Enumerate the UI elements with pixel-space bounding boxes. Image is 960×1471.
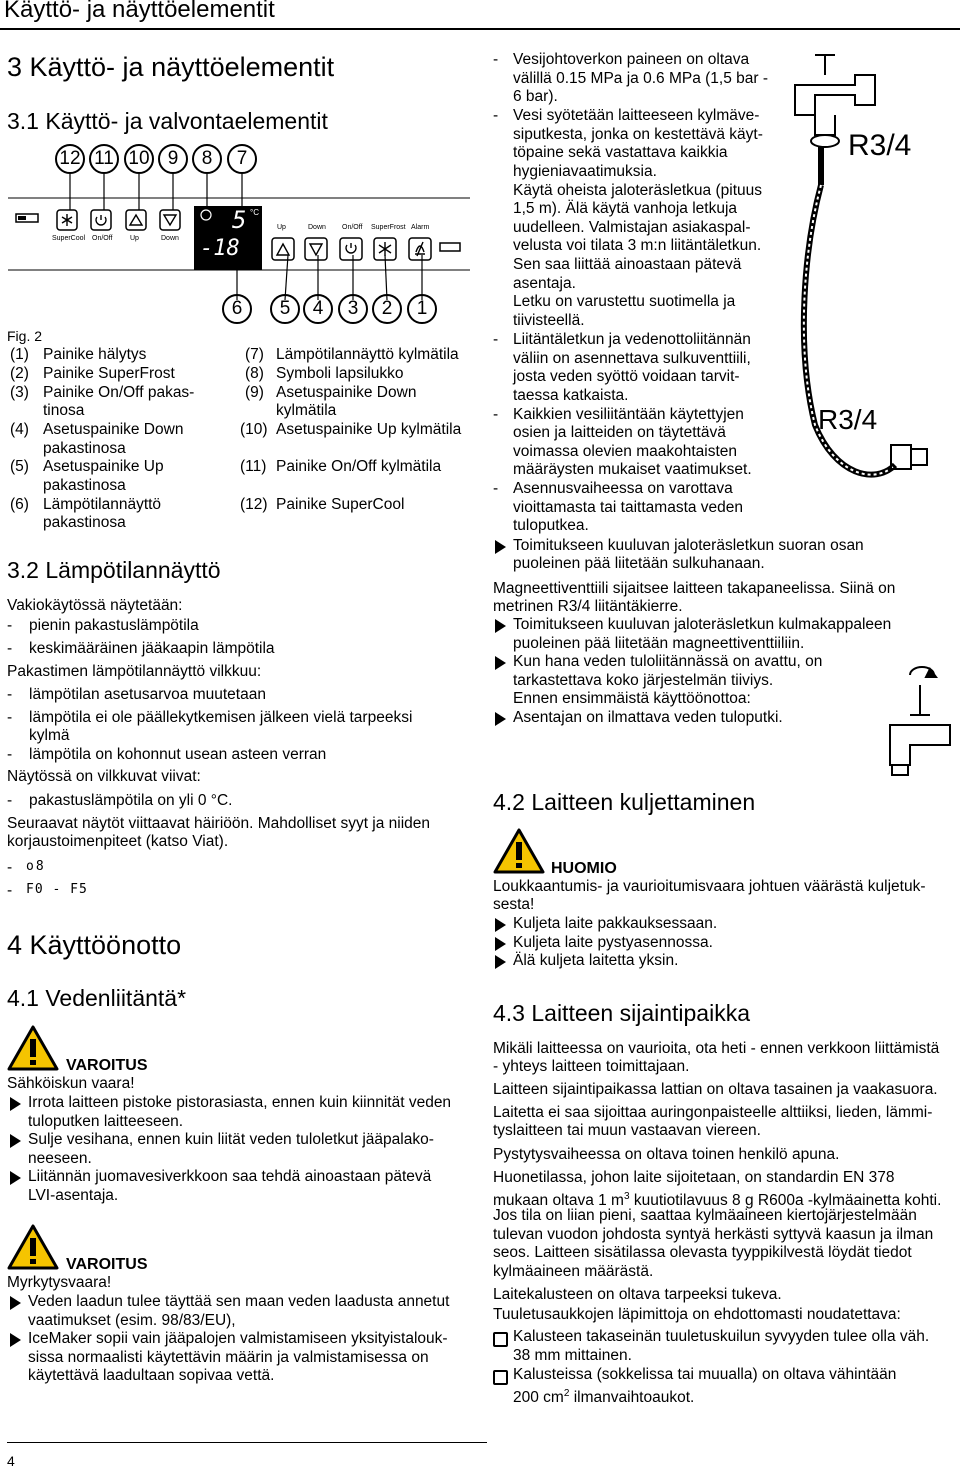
list-item: pakastuslämpötila on yli 0 °C. xyxy=(29,792,233,809)
panel-label-supercool: SuperCool xyxy=(52,235,86,242)
legend-text: Asetuspainike Up kylmätila xyxy=(276,421,462,438)
legend-text: Asetuspainike Down xyxy=(276,384,417,401)
req-item-cont: määräysten mukaiset vaatimukset. xyxy=(513,461,752,478)
bullet-arrow-icon xyxy=(495,540,506,554)
bullet-arrow-icon xyxy=(495,955,506,969)
instruction: Kuljeta laite pystyasennossa. xyxy=(513,934,713,951)
page-number: 4 xyxy=(7,1453,15,1469)
check-item: Kalusteissa (sokkelissa tai muualla) on oltava vähintään xyxy=(513,1366,897,1383)
dash: - xyxy=(493,51,499,68)
paragraph: Laitteen sijaintipaikassa lattian on oltava tasainen ja vaakasuora. xyxy=(493,1081,938,1098)
req-item: Vesijohtoverkon paineen on oltava xyxy=(513,51,750,68)
bullet-arrow-icon xyxy=(495,656,506,670)
warning-triangle-icon xyxy=(7,1024,59,1072)
control-panel-figure xyxy=(0,140,470,325)
text-run: 200 cm xyxy=(513,1389,564,1407)
instruction: Asentajan on ilmattava veden tuloputki. xyxy=(513,709,783,726)
caution-triangle-icon xyxy=(493,827,545,875)
legend-text: Asetuspainike Up xyxy=(43,458,164,475)
instruction-cont: LVI-asentaja. xyxy=(28,1187,119,1204)
header-rule xyxy=(0,28,960,30)
req-item-cont: vioittamasta tai taittamasta veden xyxy=(513,499,744,516)
paragraph: Laitetta ei saa sijoittaa auringonpaisteelle alttiiksi, lieden, lämmi- xyxy=(493,1104,933,1121)
bullet-arrow-icon xyxy=(495,619,506,633)
panel-label-superfrost: SuperFrost xyxy=(371,224,406,231)
callout-4: 4 xyxy=(303,294,333,324)
callout-2: 2 xyxy=(372,294,402,324)
check-item-cont xyxy=(513,1385,694,1408)
dash: - xyxy=(493,480,499,497)
error-code: F0 - F5 xyxy=(26,882,88,897)
instruction: IceMaker sopii vain jääpalojen valmistamiseen yksityistalouk- xyxy=(28,1330,448,1347)
section-3-heading: 3 Käyttö- ja näyttöelementit xyxy=(7,52,335,82)
instruction: Irrota laitteen pistoke pistorasiasta, ennen kuin kiinnität veden xyxy=(28,1094,452,1111)
instruction: Liitännän juomavesiverkkoon saa tehdä ainoastaan pätevä xyxy=(28,1168,432,1185)
instruction: Kun hana veden tuloliitännässä on avattu, on xyxy=(513,653,823,670)
dash: - xyxy=(493,406,499,423)
warning-subtitle: Myrkytysvaara! xyxy=(7,1274,112,1291)
legend-num: (6) xyxy=(10,496,29,513)
bullet-arrow-icon xyxy=(495,937,506,951)
list-item: lämpötila ei ole päällekytkemisen jälkeen vielä tarpeeksi xyxy=(29,709,413,726)
paragraph: - yhteys laitteen toimittajaan. xyxy=(493,1058,690,1075)
paragraph: Pakastimen lämpötilannäyttö vilkkuu: xyxy=(7,663,262,680)
req-item-cont: väliin on asennettava sulkuventtiili, xyxy=(513,350,751,367)
dash: - xyxy=(7,709,13,726)
dash: - xyxy=(7,746,13,763)
dash: - xyxy=(7,792,13,809)
legend-num: (3) xyxy=(10,384,29,401)
section-4-1-heading: 4.1 Vedenliitäntä* xyxy=(7,985,187,1011)
instruction: Kuljeta laite pakkauksessaan. xyxy=(513,915,718,932)
legend-text: Symboli lapsilukko xyxy=(276,365,404,382)
req-item-cont: 1,5 m). Älä käytä vanhoja letkuja xyxy=(513,200,738,217)
paragraph: Mikäli laitteessa on vaurioita, ota heti - ennen verkkoon liittämistä xyxy=(493,1040,940,1057)
bullet-arrow-icon xyxy=(10,1171,21,1185)
legend-text: pakastinosa xyxy=(43,514,126,531)
instruction-cont: tuloputken laitteeseen. xyxy=(28,1113,184,1130)
dash: - xyxy=(7,640,13,657)
legend-num: (11) xyxy=(240,458,267,475)
callout-6: 6 xyxy=(222,294,252,324)
paragraph: Tuuletusaukkojen läpimittoja on ehdottomasti noudatettava: xyxy=(493,1306,901,1323)
dash: - xyxy=(493,107,499,124)
req-item-cont: siputkesta, jonka on kestettävä käyt- xyxy=(513,126,763,143)
dash: - xyxy=(493,331,499,348)
text-run: kuutiotilavuus 8 g R600a -kylmäainetta kohti. xyxy=(629,1192,942,1210)
paragraph: seos. Laitteen sisätilassa olevasta tyyppikilvestä löydät tiedot xyxy=(493,1244,912,1261)
list-item: lämpötila on kohonnut usean asteen verran xyxy=(29,746,327,763)
panel-label-down: Down xyxy=(161,235,179,242)
header-title: Käyttö- ja näyttöelementit xyxy=(4,0,275,23)
figure-label: Fig. 2 xyxy=(7,328,43,344)
paragraph: Seuraavat näytöt viittaavat häiriöön. Mahdolliset syyt ja niiden xyxy=(7,815,431,832)
panel-label-up-r: Up xyxy=(277,224,286,231)
instruction: Sulje vesihana, ennen kuin liität veden tuloletkut jääpalako- xyxy=(28,1131,434,1148)
instruction-cont: tarkastettava koko järjestelmän tiiviys. xyxy=(513,672,774,689)
bullet-arrow-icon xyxy=(10,1097,21,1111)
legend-text: Painike SuperFrost xyxy=(43,365,175,382)
callout-5: 5 xyxy=(270,294,300,324)
bullet-arrow-icon xyxy=(495,918,506,932)
panel-label-down-r: Down xyxy=(308,224,326,231)
dash: - xyxy=(7,617,13,634)
instruction-cont: neeseen. xyxy=(28,1150,92,1167)
warning-subtitle: Sähköiskun vaara! xyxy=(7,1075,135,1092)
warning-title: VAROITUS xyxy=(66,1256,148,1273)
legend-num: (8) xyxy=(245,365,264,382)
text-run: mukaan oltava 1 m xyxy=(493,1192,624,1210)
paragraph: Magneettiventtiili sijaitsee laitteen takapaneelissa. Siinä on xyxy=(493,580,896,597)
legend-text: Painike On/Off pakas- xyxy=(43,384,195,401)
bullet-arrow-icon xyxy=(10,1134,21,1148)
list-item: keskimääräinen jääkaapin lämpötila xyxy=(29,640,275,657)
running-header xyxy=(0,0,960,30)
check-item: Kalusteen takaseinän tuuletuskuilun syvyyden tulee olla väh. xyxy=(513,1328,930,1345)
list-item: lämpötilan asetusarvoa muutetaan xyxy=(29,686,266,703)
text-run: ilmanvaihtoaukot. xyxy=(569,1389,695,1407)
dash: - xyxy=(7,882,13,899)
check-item-cont: 38 mm mittainen. xyxy=(513,1347,632,1364)
req-item-cont: Letku on varustettu suotimella ja xyxy=(513,293,736,310)
superscript: 3 xyxy=(623,1191,630,1202)
legend-num: (10) xyxy=(240,421,268,438)
paragraph: korjaustoimenpiteet (katso Viat). xyxy=(7,833,229,850)
instruction: Toimitukseen kuuluvan jaloteräsletkun kulmakappaleen xyxy=(513,616,892,633)
req-item: Vesi syötetään laitteeseen kylmäve- xyxy=(513,107,760,124)
legend-num: (12) xyxy=(240,496,268,513)
instruction: Toimitukseen kuuluvan jaloteräsletkun suoran osan xyxy=(513,537,864,554)
warning-title: VAROITUS xyxy=(66,1057,148,1074)
callout-7: 7 xyxy=(227,144,257,174)
instruction-cont: sissa normaalisti käytettävin määrin ja valmistamisessa on xyxy=(28,1349,429,1366)
display-fridge-temp: 5 xyxy=(232,206,247,234)
paragraph: Pystytysvaiheessa on oltava toinen henkilö apuna. xyxy=(493,1146,840,1163)
section-4-3-heading: 4.3 Laitteen sijaintipaikka xyxy=(493,1000,750,1026)
legend-num: (4) xyxy=(10,421,29,438)
legend-num: (5) xyxy=(10,458,29,475)
req-item-cont: voimassa olevien maakohtaisten xyxy=(513,443,738,460)
bullet-arrow-icon xyxy=(495,712,506,726)
req-item-cont: velusta voi tilata 3 m:n liitäntäletkun. xyxy=(513,237,762,254)
instruction-cont: puoleinen pää liitetään sulkuhanaan. xyxy=(513,555,765,572)
section-4-2-heading: 4.2 Laitteen kuljettaminen xyxy=(493,789,756,815)
req-item-cont: välillä 0.15 MPa ja 0.6 MPa (1,5 bar - xyxy=(513,70,769,87)
paragraph: Huonetilassa, johon laite sijoitetaan, on standardin EN 378 xyxy=(493,1169,895,1186)
callout-12: 12 xyxy=(55,144,85,174)
panel-label-up: Up xyxy=(130,235,139,242)
caution-title: HUOMIO xyxy=(551,860,617,877)
instruction-cont: Ennen ensimmäistä käyttöönottoa: xyxy=(513,690,751,707)
section-3-1-heading: 3.1 Käyttö- ja valvontaelementit xyxy=(7,108,328,134)
panel-label-onoff-r: On/Off xyxy=(342,224,363,231)
callout-8: 8 xyxy=(192,144,222,174)
req-item-cont: Sen saa liittää ainoastaan pätevä xyxy=(513,256,742,273)
error-code: o8 xyxy=(26,859,46,874)
instruction-cont: käytettävä laadultaan sopivaa vettä. xyxy=(28,1367,275,1384)
legend-num: (1) xyxy=(10,346,29,363)
callout-9: 9 xyxy=(158,144,188,174)
instruction: Veden laadun tulee täyttää sen maan veden laadusta annetut xyxy=(28,1293,450,1310)
req-item-cont: hygieniavaatimuksia. xyxy=(513,163,657,180)
instruction-cont: vaatimukset (esim. 98/83/EU), xyxy=(28,1312,236,1329)
paragraph: metrinen R3/4 liitäntäkierre. xyxy=(493,598,683,615)
paragraph: Vakiokäytössä näytetään: xyxy=(7,597,183,614)
dash: - xyxy=(7,686,13,703)
superscript: 2 xyxy=(563,1388,570,1399)
water-tap-hose-illustration xyxy=(785,45,955,540)
instruction-cont: puoleinen pää liitetään magneettiventtiiliin. xyxy=(513,635,805,652)
req-item-cont: tuloputkea. xyxy=(513,517,589,534)
warning-triangle-icon xyxy=(7,1223,59,1271)
caution-text: sesta! xyxy=(493,896,535,913)
legend-text: kylmätila xyxy=(276,402,337,419)
checkbox-icon xyxy=(493,1370,508,1385)
legend-text: Lämpötilannäyttö xyxy=(43,496,162,513)
thread-label: R3/4 xyxy=(848,129,912,162)
legend-text: pakastinosa xyxy=(43,477,126,494)
req-item-cont: 6 bar). xyxy=(513,88,558,105)
bullet-arrow-icon xyxy=(10,1296,21,1310)
req-item: Asennusvaiheessa on varottava xyxy=(513,480,733,497)
callout-10: 10 xyxy=(124,144,154,174)
paragraph: kylmäaineen määrästä. xyxy=(493,1263,654,1280)
paragraph: Näytössä on vilkkuvat viivat: xyxy=(7,768,201,785)
legend-text: Painike hälytys xyxy=(43,346,147,363)
req-item-cont: tiivisteellä. xyxy=(513,312,585,329)
instruction: Älä kuljeta laitetta yksin. xyxy=(513,952,679,969)
callout-11: 11 xyxy=(89,144,119,174)
req-item-cont: taessa katkaista. xyxy=(513,387,629,404)
panel-label-onoff: On/Off xyxy=(92,235,113,242)
paragraph: Jos tila on liian pieni, saattaa kylmäaineen kiertojärjestelmään xyxy=(493,1207,917,1224)
req-item-cont: töpaine sekä vastattava kaikkia xyxy=(513,144,728,161)
display-unit: °C xyxy=(250,208,259,217)
req-item-cont: josta veden syöttö voidaan tarvit- xyxy=(513,368,740,385)
legend-num: (2) xyxy=(10,365,29,382)
list-item-cont: kylmä xyxy=(29,727,70,744)
legend-text: Painike On/Off kylmätila xyxy=(276,458,442,475)
legend-text: Lämpötilannäyttö kylmätila xyxy=(276,346,459,363)
caution-text: Loukkaantumis- ja vaurioitumisvaara johtuen väärästä kuljetuk- xyxy=(493,878,926,895)
req-item-cont: osien ja laitteiden on täytettävä xyxy=(513,424,726,441)
callout-1: 1 xyxy=(407,294,437,324)
req-item: Kaikkien vesiliitäntään käytettyjen xyxy=(513,406,744,423)
section-3-2-heading: 3.2 Lämpötilannäyttö xyxy=(7,557,221,583)
display-freezer-temp: -18 xyxy=(200,236,240,261)
section-4-heading: 4 Käyttöönotto xyxy=(7,930,182,960)
paragraph: Laitekalusteen on oltava tarpeeksi tukeva. xyxy=(493,1286,782,1303)
footer-rule xyxy=(7,1442,487,1443)
paragraph: tulevan vuodon johdosta syntyä herkästi syttyvä kaasun ja ilman xyxy=(493,1226,934,1243)
tap-icon xyxy=(880,655,960,785)
req-item: Liitäntäletkun ja vedenottoliitännän xyxy=(513,331,751,348)
thread-label: R3/4 xyxy=(818,404,878,435)
req-item-cont: Käytä oheista jaloteräsletkua (pituus xyxy=(513,182,763,199)
legend-text: Asetuspainike Down xyxy=(43,421,184,438)
legend-text: tinosa xyxy=(43,402,85,419)
req-item-cont: asentaja. xyxy=(513,275,576,292)
checkbox-icon xyxy=(493,1332,508,1347)
callout-3: 3 xyxy=(338,294,368,324)
dash: - xyxy=(7,859,13,876)
legend-text: pakastinosa xyxy=(43,440,126,457)
list-item: pienin pakastuslämpötila xyxy=(29,617,199,634)
paragraph: tyslaitteen tai muun vastaavan viereen. xyxy=(493,1122,761,1139)
legend-text: Painike SuperCool xyxy=(276,496,405,513)
panel-label-alarm: Alarm xyxy=(411,224,430,231)
legend-num: (9) xyxy=(245,384,264,401)
req-item-cont: uudelleen. Valmistajan asiakaspal- xyxy=(513,219,751,236)
bullet-arrow-icon xyxy=(10,1333,21,1347)
legend-num: (7) xyxy=(245,346,264,363)
